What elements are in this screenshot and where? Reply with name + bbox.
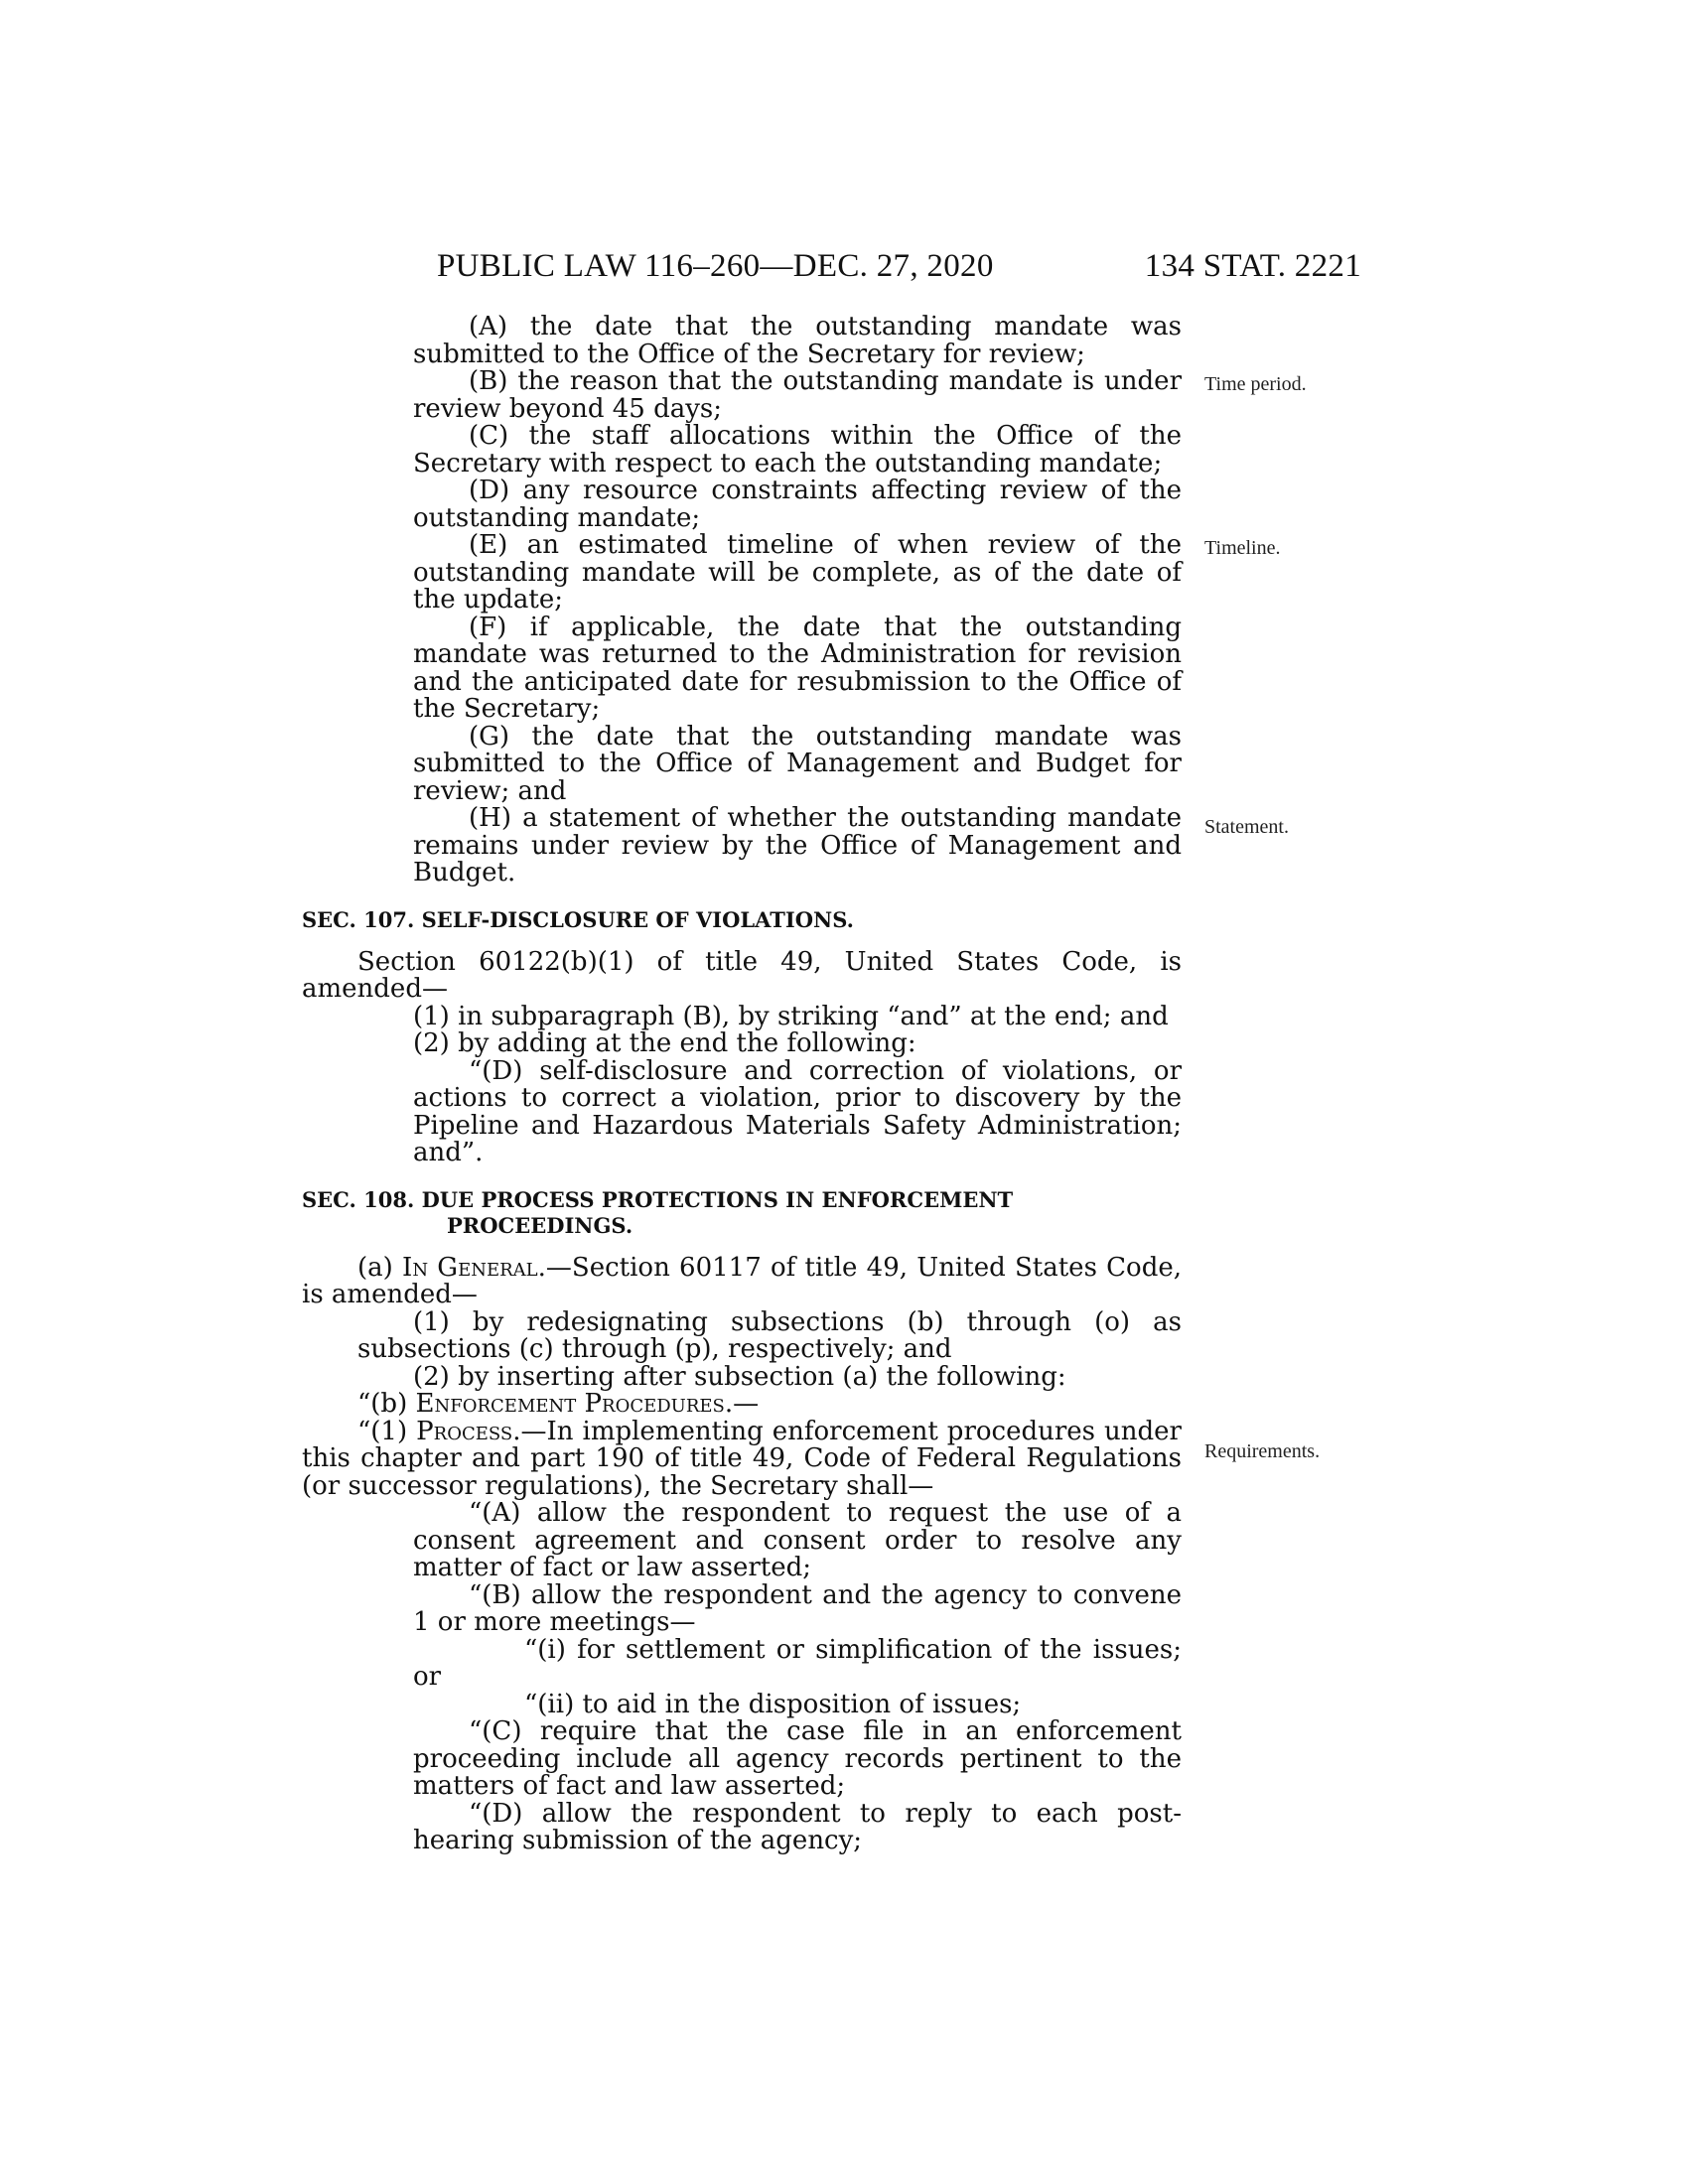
running-title: PUBLIC LAW 116–260—DEC. 27, 2020 <box>437 248 994 284</box>
section-107-intro: Section 60122(b)(1) of title 49, United States Code, is amended— <box>302 946 1182 1004</box>
section-107-quoted-text: “(D) self-disclosure and correction of violations, or actions to correct a violation, prior to discovery by the Pipeline and Hazardous Materials Safety Administration; and”. <box>413 1055 1182 1167</box>
process-item-d: “(D) allow the respondent to reply to each post-hearing submission of the agency; <box>413 1798 1182 1855</box>
section-108-paragraph-1: (1) by redesignating subsections (b) through (o) as subsections (c) through (p), respectively; and <box>357 1306 1182 1364</box>
section-108-paragraph-2: (2) by inserting after subsection (a) the following: <box>413 1361 1066 1392</box>
process-item-b: “(B) allow the respondent and the agency to convene 1 or more meetings— <box>413 1579 1182 1637</box>
section-108-heading: SEC. 108. DUE PROCESS PROTECTIONS IN ENFORCEMENT PROCEEDINGS. <box>302 1186 1014 1238</box>
item-h: (H) a statement of whether the outstanding mandate remains under review by the Office of Management and Budget. <box>413 803 1182 887</box>
process-item-b-i: “(i) for settlement or simplification of the issues; or <box>413 1634 1182 1692</box>
process-item-b-ii: “(ii) to aid in the disposition of issues; <box>524 1689 1022 1719</box>
page-header <box>0 248 1688 288</box>
item-d: (D) any resource constraints affecting review of the outstanding mandate; <box>413 476 1182 533</box>
item-f: (F) if applicable, the date that the outstanding mandate was returned to the Administration for revision and the anticipated date for resubmission to the Office of the Secretary; <box>413 612 1182 724</box>
item-g: (G) the date that the outstanding mandate was submitted to the Office of Management and Budget for review; and <box>413 721 1182 806</box>
item-a: (A) the date that the outstanding mandate was submitted to the Office of the Secretary for review; <box>413 312 1182 369</box>
in-general-heading: In General <box>402 1252 538 1283</box>
process-paragraph: “(1) Process.—In implementing enforcement procedures under this chapter and part 190 of title 49, Code of Federal Regulations (or successor regulations), the Secretary shall— <box>302 1416 1182 1501</box>
margin-note-requirements: Requirements. <box>1204 1440 1321 1462</box>
statute-page-number: 134 STAT. 2221 <box>1144 248 1361 284</box>
section-107-paragraph-2: (2) by adding at the end the following: <box>413 1028 916 1058</box>
section-108-subsection-a: (a) In General.—Section 60117 of title 49, United States Code, is amended— <box>302 1252 1182 1309</box>
section-107-paragraph-1: (1) in subparagraph (B), by striking “and” at the end; and <box>413 1001 1169 1031</box>
enforcement-procedures-heading: “(b) Enforcement Procedures.— <box>357 1389 760 1419</box>
document-body <box>302 314 1182 1855</box>
margin-note-statement: Statement. <box>1204 816 1289 838</box>
process-item-c: “(C) require that the case file in an enforcement proceeding include all agency records pertinent to the matters of fact and law asserted; <box>413 1716 1182 1801</box>
item-c: (C) the staff allocations within the Office of the Secretary with respect to each the outstanding mandate; <box>413 421 1182 478</box>
item-b: (B) the reason that the outstanding mandate is under review beyond 45 days; <box>413 366 1182 424</box>
margin-note-timeline: Timeline. <box>1204 537 1281 559</box>
section-107-heading: SEC. 107. SELF-DISCLOSURE OF VIOLATIONS. <box>302 906 854 932</box>
margin-note-time-period: Time period. <box>1204 373 1307 395</box>
item-e: (E) an estimated timeline of when review of the outstanding mandate will be complete, as of the date of the update; <box>413 530 1182 614</box>
process-item-a: “(A) allow the respondent to request the use of a consent agreement and consent order to resolve any matter of fact or law asserted; <box>413 1498 1182 1582</box>
